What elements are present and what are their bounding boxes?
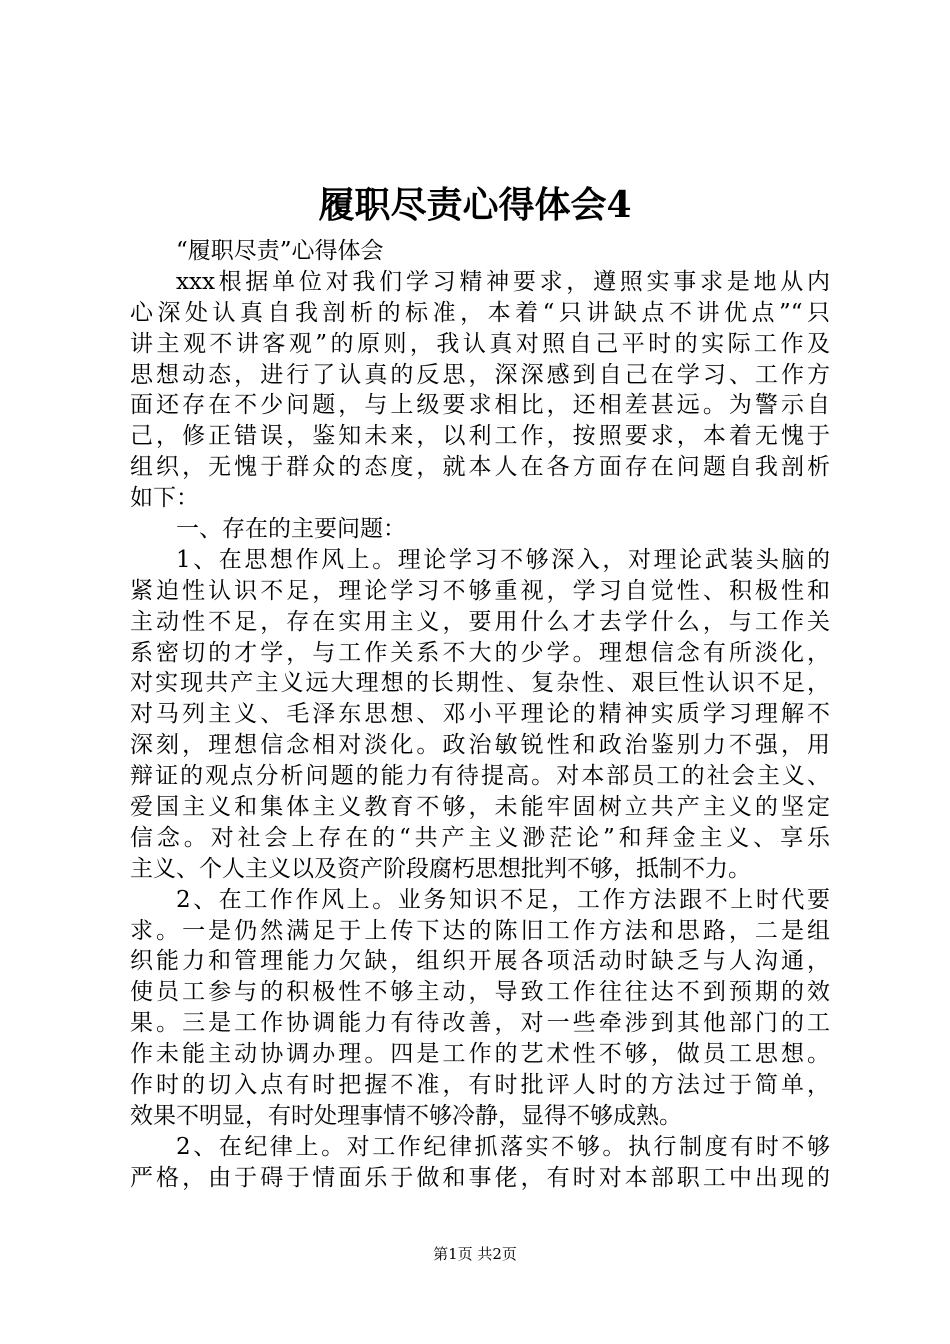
text-line: 织能力和管理能力欠缺，组织开展各项活动时缺乏与人沟通， [130,948,830,975]
text-line: 讲主观不讲客观”的原则，我认真对照自己平时的实际工作及 [130,330,830,357]
text-line: 求。一是仍然满足于上传下达的陈旧工作方法和思路，二是组 [130,917,830,944]
text-line: 系密切的才学，与工作关系不大的少学。理想信念有所淡化， [130,639,830,666]
text-line: “履职尽责”心得体会 [176,238,384,264]
text-line: 2、在工作作风上。业务知识不足，工作方法跟不上时代要 [176,886,830,913]
text-line: 面还存在不少问题，与上级要求相比，还相差甚远。为警示自 [130,392,830,419]
text-line: 信念。对社会上存在的“共产主义渺茫论”和拜金主义、享乐 [130,824,830,851]
text-line: 果。三是工作协调能力有待改善，对一些牵涉到其他部门的工 [130,1010,830,1037]
page-footer: 第1页 共2页 [433,1245,517,1263]
text-line: 思想动态，进行了认真的反思，深深感到自己在学习、工作方 [130,361,830,388]
text-line: 作未能主动协调办理。四是工作的艺术性不够，做员工思想。 [130,1041,830,1068]
text-line: 对实现共产主义远大理想的长期性、复杂性、艰巨性认识不足， [130,670,830,697]
text-line: xxx根据单位对我们学习精神要求，遵照实事求是地从内 [176,268,830,295]
text-line: 爱国主义和集体主义教育不够，未能牢固树立共产主义的坚定 [130,794,830,821]
text-line: 效果不明显，有时处理事情不够冷静，显得不够成熟。 [130,1102,682,1129]
document-body [130,236,830,1194]
text-line: 紧迫性认识不足，理论学习不够重视，学习自觉性、积极性和 [130,577,830,604]
text-line: 己，修正错误，鉴知未来，以利工作，按照要求，本着无愧于 [130,423,830,450]
text-line: 2、在纪律上。对工作纪律抓落实不够。执行制度有时不够 [176,1133,830,1160]
text-line: 作时的切入点有时把握不准，有时批评人时的方法过于简单， [130,1072,830,1099]
text-line: 1、在思想作风上。理论学习不够深入，对理论武装头脑的 [176,546,830,573]
text-line: 深刻，理想信念相对淡化。政治敏锐性和政治鉴别力不强，用 [130,732,830,759]
text-line: 严格，由于碍于情面乐于做和事佬，有时对本部职工中出现的 [130,1164,830,1191]
text-line: 使员工参与的积极性不够主动，导致工作往往达不到预期的效 [130,979,830,1006]
text-line: 对马列主义、毛泽东思想、邓小平理论的精神实质学习理解不 [130,701,830,728]
text-line: 一、存在的主要问题： [176,516,406,543]
text-line: 如下： [130,485,199,512]
text-line: 组织，无愧于群众的态度，就本人在各方面存在问题自我剖析 [130,454,830,481]
text-line: 辩证的观点分析问题的能力有待提高。对本部员工的社会主义、 [130,763,830,790]
text-line: 主动性不足，存在实用主义，要用什么才去学什么，与工作关 [130,608,830,635]
text-line: 心深处认真自我剖析的标准，本着“只讲缺点不讲优点”“只 [130,299,830,326]
text-line: 主义、个人主义以及资产阶段腐朽思想批判不够，抵制不力。 [130,855,751,882]
document-title: 履职尽责心得体会4 [318,184,632,226]
